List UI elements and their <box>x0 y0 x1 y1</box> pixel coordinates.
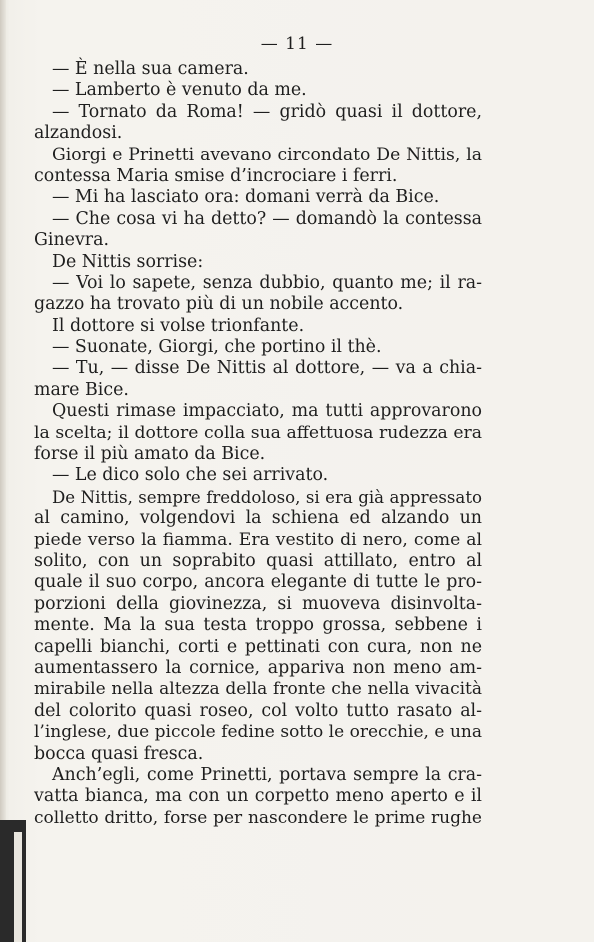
text-line: mente. Ma la sua testa troppo grossa, sebbene i <box>34 615 482 636</box>
text-line: De Nittis sorrise: <box>52 251 204 272</box>
text-line: bocca quasi fresca. <box>34 743 204 764</box>
text-line: contessa Maria smise d’incrociare i ferri. <box>34 165 398 186</box>
text-line: la scelta; il dottore colla sua affettuosa rudezza era <box>34 422 482 443</box>
text-line: l’inglese, due piccole fedine sotto le orecchie, e una <box>34 722 482 743</box>
page-number: — 11 — <box>260 34 334 54</box>
body-text <box>34 59 482 829</box>
page-spine-shadow <box>0 0 6 942</box>
text-line: — Tornato da Roma! — gridò quasi il dottore, <box>52 101 482 122</box>
text-line: capelli bianchi, corti e pettinati con cura, non ne <box>34 636 482 657</box>
text-line: — Che cosa vi ha detto? — domandò la contessa <box>52 208 482 229</box>
text-line: Giorgi e Prinetti avevano circondato De Nittis, la <box>52 144 482 165</box>
text-line: alzandosi. <box>34 123 123 144</box>
text-line: — Tu, — disse De Nittis al dottore, — va a chia- <box>52 358 482 379</box>
text-line: Ginevra. <box>34 230 109 251</box>
text-line: quale il suo corpo, ancora elegante di tutte le pro- <box>34 572 482 593</box>
text-line: mare Bice. <box>34 379 129 400</box>
text-line: al camino, volgendovi la schiena ed alzando un <box>34 508 482 529</box>
text-line: Anch’egli, come Prinetti, portava sempre la cra- <box>52 764 482 785</box>
text-line: vatta bianca, ma con un corpetto meno aperto e il <box>34 786 482 807</box>
text-line: — Suonate, Giorgi, che portino il thè. <box>52 337 382 358</box>
text-line: Il dottore si volse trionfante. <box>52 315 305 336</box>
text-line: piede verso la fiamma. Era vestito di nero, come al <box>34 529 482 550</box>
text-line: colletto dritto, forse per nascondere le prime rughe <box>34 807 482 828</box>
text-line: — Le dico solo che sei arrivato. <box>52 465 329 486</box>
text-line: solito, con un soprabito quasi attillato, entro al <box>34 550 482 571</box>
text-line: De Nittis, sempre freddoloso, si era già appressato <box>52 487 482 507</box>
text-line: porzioni della giovinezza, si muoveva disinvolta- <box>34 593 482 614</box>
text-line: del colorito quasi roseo, col volto tutto rasato al- <box>34 700 482 721</box>
text-line: mirabile nella altezza della fronte che nella vivacità <box>34 679 482 700</box>
text-line: gazzo ha trovato più di un nobile accento. <box>34 294 404 315</box>
text-line: — Mi ha lasciato ora: domani verrà da Bice. <box>52 187 440 208</box>
binding-edge <box>0 820 26 942</box>
text-line: — Lamberto è venuto da me. <box>52 80 307 101</box>
text-line: Questi rimase impacciato, ma tutti approvarono <box>52 401 482 422</box>
text-line: aumentassero la cornice, appariva non meno am- <box>34 657 482 678</box>
text-line: — Voi lo sapete, senza dubbio, quanto me; il ra- <box>52 272 482 293</box>
text-line: forse il più amato da Bice. <box>34 444 266 465</box>
text-line: — È nella sua camera. <box>52 59 249 79</box>
binding-strip <box>14 832 22 942</box>
